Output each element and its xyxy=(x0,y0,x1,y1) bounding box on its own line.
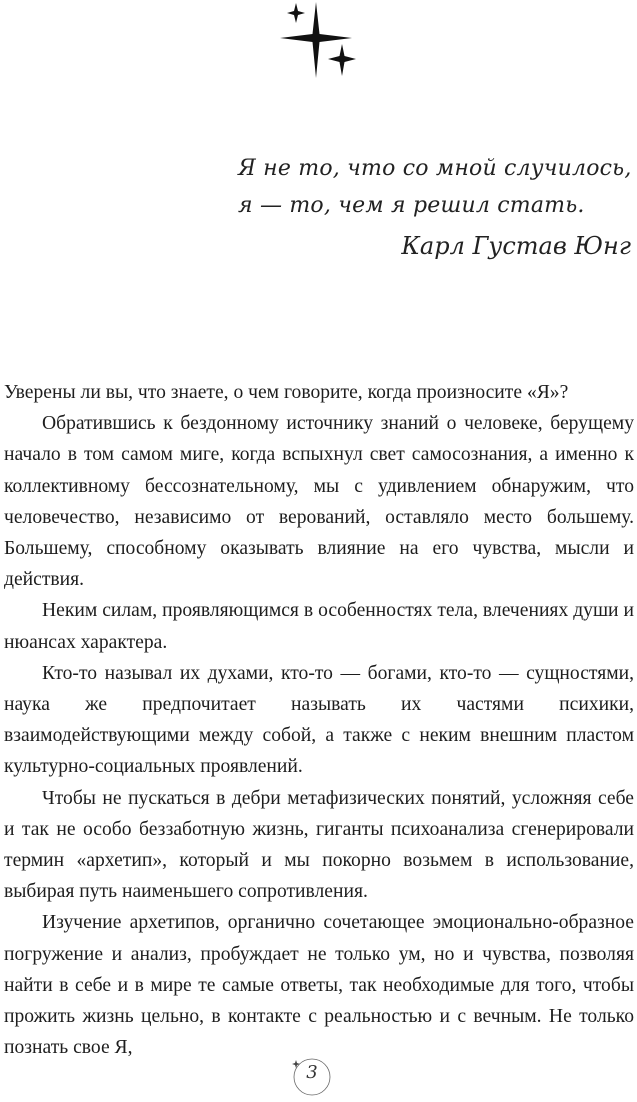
paragraph-6: Изучение архетипов, органично сочетающее эмоционально-образное погружение и анализ, пробуждает не только ум, но и чувства, позволяя найти в себе и в мире те самые ответы, так необходимые для того, чтобы прожить жизнь цельно, в контакте с реальностью и с вечным. Не только познать свое Я, xyxy=(4,912,634,1059)
body-text xyxy=(4,377,634,1063)
epigraph xyxy=(238,150,634,224)
paragraph-5: Чтобы не пускаться в дебри метафизических понятий, усложняя себе и так не особо беззаботную жизнь, гиганты психоанализа сгенерировали термин «архетип», который и мы покорно возьмем в использование, выбирая путь наименьшего сопротивления. xyxy=(4,787,634,903)
paragraph-2: Обратившись к бездонному источнику знаний о человеке, берущему начало в том самом миге, когда вспыхнул свет самосознания, а именно к коллективному бессознательному, мы с удивлением обнаружим, что человечество, независимо от верований, оставляло место большему. Большему, способному оказывать влияние на его чувства, мысли и действия. xyxy=(4,413,634,591)
epigraph-line-1: Я не то, что со мной случилось, xyxy=(238,156,632,181)
four-point-stars-icon xyxy=(276,0,360,84)
epigraph-author: Карл Густав Юнг xyxy=(401,232,631,260)
paragraph-3: Неким силам, проявляющимся в особенностях тела, влечениях души и нюансах характера. xyxy=(4,600,634,653)
paragraph-4: Кто-то называл их духами, кто-то — богами, кто-то — сущностями, наука же предпочитает называть их частями психики, взаимодействующими между собой, а также с неким внешним пластом культурно-социальных проявлений. xyxy=(4,662,634,778)
epigraph-line-2: я — то, чем я решил стать. xyxy=(238,193,585,218)
page-number: 3 xyxy=(306,1062,318,1083)
paragraph-1: Уверены ли вы, что знаете, о чем говорите, когда произносите «Я»? xyxy=(4,382,569,403)
page-number-badge xyxy=(288,1054,336,1098)
